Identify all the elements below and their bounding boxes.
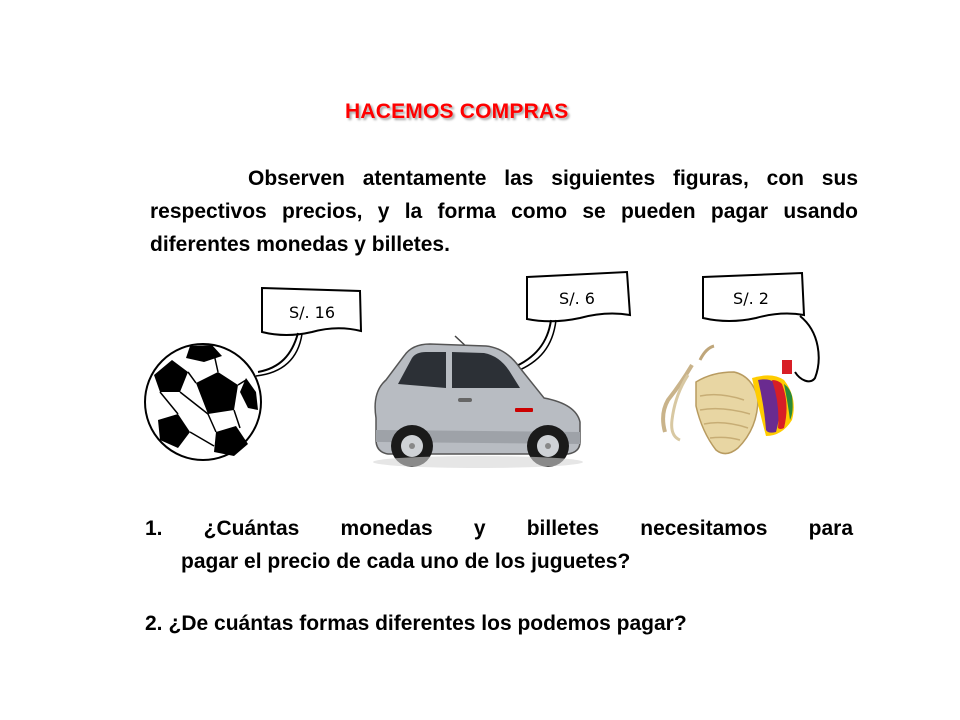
price-tag-car bbox=[512, 272, 630, 372]
car-image bbox=[373, 336, 583, 468]
price-car: S/. 6 bbox=[559, 289, 595, 308]
spinning-top-image bbox=[663, 346, 794, 454]
question-1-word: billetes bbox=[526, 517, 600, 540]
question-1-word: necesitamos bbox=[640, 517, 768, 540]
question-1-line-1 bbox=[145, 512, 853, 545]
soccer-ball-image bbox=[145, 344, 261, 460]
question-1-word: ¿Cuántas bbox=[203, 517, 300, 540]
price-top: S/. 2 bbox=[733, 289, 769, 308]
page-title: HACEMOS COMPRAS bbox=[345, 100, 569, 123]
price-ball: S/. 16 bbox=[288, 303, 336, 322]
question-2-text: ¿De cuántas formas diferentes los podemos pagar? bbox=[168, 612, 687, 635]
question-1 bbox=[145, 512, 853, 578]
question-1-word: para bbox=[808, 517, 853, 540]
question-1-word: y bbox=[473, 517, 486, 540]
question-1-number: 1. bbox=[145, 517, 163, 540]
question-1-line-2: pagar el precio de cada uno de los juguetes? bbox=[181, 550, 631, 573]
price-tag-top bbox=[703, 273, 819, 381]
question-1-word: monedas bbox=[340, 517, 433, 540]
intro-paragraph: Observen atentamente las siguientes figuras, con sus respectivos precios, y la forma como se pueden pagar usando diferentes monedas y billetes. bbox=[150, 167, 858, 256]
price-tag-ball bbox=[256, 288, 361, 376]
question-2-number: 2. bbox=[145, 612, 163, 635]
question-2 bbox=[145, 607, 687, 640]
